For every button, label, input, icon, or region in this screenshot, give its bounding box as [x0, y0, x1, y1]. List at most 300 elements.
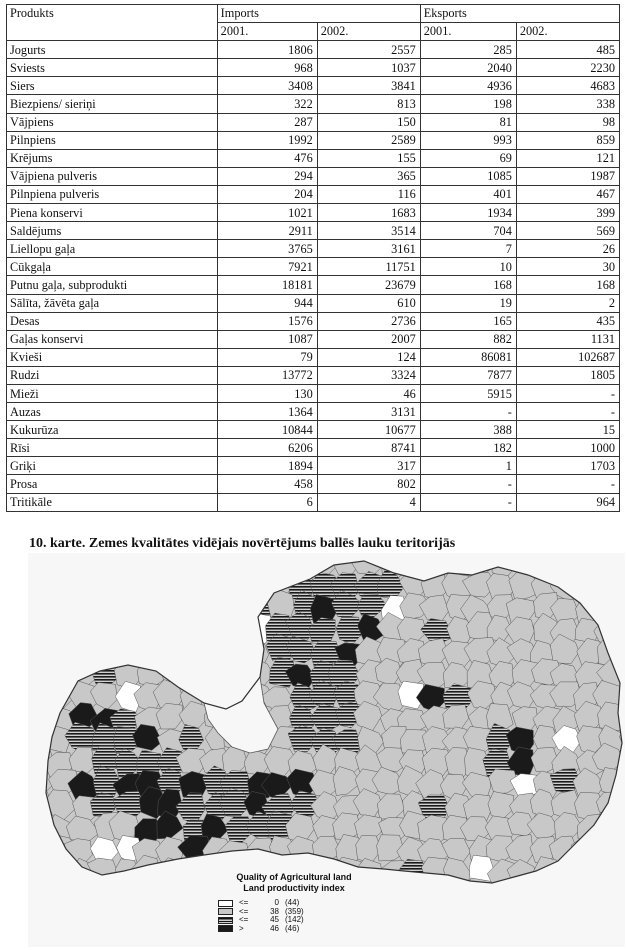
map-region — [28, 593, 52, 623]
product-cell: Desas — [7, 312, 218, 330]
map-region — [593, 883, 624, 910]
value-cell: 859 — [516, 131, 619, 149]
map-region — [89, 639, 119, 667]
value-cell: 467 — [516, 185, 619, 203]
table-row — [7, 222, 620, 240]
map-region — [420, 881, 448, 909]
product-cell: Pilnpiens — [7, 131, 218, 149]
value-cell: 1894 — [217, 457, 317, 475]
legend-swatch — [218, 925, 233, 932]
value-cell: 388 — [420, 421, 516, 439]
map-region — [92, 593, 121, 619]
value-cell: 365 — [317, 167, 420, 185]
legend-swatch — [218, 908, 233, 915]
legend-operator: <= — [239, 906, 249, 916]
map-region — [616, 571, 625, 604]
map-region — [45, 861, 72, 885]
value-cell: 8741 — [317, 439, 420, 457]
value-cell: 1131 — [516, 330, 619, 348]
product-cell: Biezpiens/ sieriņi — [7, 95, 218, 113]
value-cell: 81 — [420, 113, 516, 131]
value-cell: 1037 — [317, 59, 420, 77]
map-region — [28, 553, 52, 579]
map-region — [115, 593, 143, 620]
map-region — [242, 553, 276, 578]
legend-item — [204, 925, 384, 934]
map-region — [114, 571, 144, 602]
map-region — [440, 884, 471, 911]
map-region — [132, 553, 163, 574]
map-region — [618, 770, 625, 797]
map-region — [178, 573, 204, 602]
value-cell: 882 — [420, 330, 516, 348]
product-cell: Mieži — [7, 384, 218, 402]
product-cell: Jogurts — [7, 41, 218, 59]
legend-swatch — [218, 917, 233, 924]
value-cell: 813 — [317, 95, 420, 113]
value-cell: 458 — [217, 475, 317, 493]
value-cell: 46 — [317, 384, 420, 402]
value-cell: 121 — [516, 149, 619, 167]
value-cell: 2230 — [516, 59, 619, 77]
map-region — [28, 570, 50, 599]
map-legend — [204, 872, 384, 933]
value-cell: 1576 — [217, 312, 317, 330]
table-row — [7, 185, 620, 203]
map-region — [599, 553, 625, 579]
legend-value: 0 — [274, 898, 279, 907]
map-region — [600, 813, 625, 843]
map-region — [90, 617, 115, 646]
map-region — [531, 553, 558, 573]
value-cell: 4936 — [420, 77, 516, 95]
product-cell: Krējums — [7, 149, 218, 167]
map-region — [178, 643, 212, 670]
table-row — [7, 348, 620, 366]
map-region — [153, 597, 184, 626]
map-region — [28, 642, 51, 666]
value-cell: - — [420, 475, 516, 493]
map-region — [47, 881, 75, 909]
map-region — [622, 662, 625, 690]
product-cell: Siers — [7, 77, 218, 95]
product-cell: Cūkgaļa — [7, 258, 218, 276]
legend-value: 45 — [270, 915, 279, 924]
value-cell: 102687 — [516, 348, 619, 366]
product-cell: Prosa — [7, 475, 218, 493]
value-cell: 993 — [420, 131, 516, 149]
value-cell: 4 — [317, 493, 420, 511]
value-cell: 944 — [217, 294, 317, 312]
legend-subtitle: Land productivity index — [243, 883, 345, 893]
value-cell: 165 — [420, 312, 516, 330]
map-region — [616, 858, 625, 885]
map-region — [71, 615, 96, 642]
map-region — [575, 572, 602, 597]
map-region — [179, 553, 203, 577]
map-region — [197, 659, 230, 686]
map-region — [223, 657, 253, 688]
map-region — [422, 553, 448, 577]
table-row — [7, 149, 620, 167]
map-region — [117, 615, 142, 647]
map-region — [599, 573, 625, 602]
product-cell: Pilnpiena pulveris — [7, 185, 218, 203]
value-cell: 86081 — [420, 348, 516, 366]
map-region — [45, 641, 71, 668]
value-cell: 124 — [317, 348, 420, 366]
value-cell: 1364 — [217, 403, 317, 421]
map-region — [575, 861, 604, 891]
value-cell: 6 — [217, 493, 317, 511]
map-region — [48, 553, 77, 573]
value-cell: 23679 — [317, 276, 420, 294]
value-cell: 98 — [516, 113, 619, 131]
map-region — [285, 553, 317, 576]
value-cell: 1805 — [516, 366, 619, 384]
legend-swatch — [218, 900, 233, 907]
table-row — [7, 475, 620, 493]
table-row — [7, 276, 620, 294]
value-cell: - — [516, 475, 619, 493]
map-region — [28, 705, 57, 734]
map-region — [46, 595, 72, 622]
map-region — [203, 553, 229, 574]
value-cell: 30 — [516, 258, 619, 276]
map-region — [64, 839, 92, 862]
product-cell: Kvieši — [7, 348, 218, 366]
table-row — [7, 41, 620, 59]
legend-value: 46 — [270, 923, 279, 933]
table-row — [7, 204, 620, 222]
product-cell: Tritikāle — [7, 493, 218, 511]
map-region — [158, 553, 185, 581]
value-cell: 198 — [420, 95, 516, 113]
map-region — [91, 553, 120, 575]
value-cell: 168 — [516, 276, 619, 294]
product-cell: Auzas — [7, 403, 218, 421]
product-cell: Griķi — [7, 457, 218, 475]
legend-operator: <= — [239, 898, 249, 907]
legend-title: Quality of Agricultural land — [236, 872, 352, 882]
value-cell: 3765 — [217, 240, 317, 258]
map-region — [71, 594, 103, 621]
value-cell: 4683 — [516, 77, 619, 95]
table-row — [7, 403, 620, 421]
value-cell: 15 — [516, 421, 619, 439]
map-region — [67, 553, 94, 581]
product-cell: Piena konservi — [7, 204, 218, 222]
map-region — [616, 815, 625, 843]
map-region — [599, 768, 625, 796]
value-cell: 11751 — [317, 258, 420, 276]
value-cell: 1703 — [516, 457, 619, 475]
value-cell: 130 — [217, 384, 317, 402]
map-region — [575, 553, 607, 574]
map-region — [553, 883, 581, 909]
map-region — [112, 637, 140, 669]
product-cell: Saldējums — [7, 222, 218, 240]
legend-count: (142) — [285, 915, 304, 924]
map-region — [198, 619, 228, 642]
map-figure — [28, 553, 625, 947]
map-region — [225, 635, 252, 666]
value-cell: 476 — [217, 149, 317, 167]
value-cell: 2040 — [420, 59, 516, 77]
value-cell: - — [420, 403, 516, 421]
table-row — [7, 312, 620, 330]
map-region — [220, 573, 247, 602]
value-cell: 3841 — [317, 77, 420, 95]
table-row — [7, 457, 620, 475]
value-cell: 168 — [420, 276, 516, 294]
map-region — [201, 635, 230, 663]
header-imports: Imports — [217, 5, 420, 23]
value-cell: 485 — [516, 41, 619, 59]
header-year: 2001. — [217, 23, 317, 41]
table-row — [7, 421, 620, 439]
legend-count: (359) — [285, 906, 304, 916]
product-cell: Kukurūza — [7, 421, 218, 439]
value-cell: - — [516, 403, 619, 421]
product-cell: Sviests — [7, 59, 218, 77]
value-cell: 18181 — [217, 276, 317, 294]
map-region — [109, 879, 141, 906]
value-cell: 1000 — [516, 439, 619, 457]
table-row — [7, 330, 620, 348]
map-region — [159, 613, 190, 643]
value-cell: 1987 — [516, 167, 619, 185]
value-cell: 968 — [217, 59, 317, 77]
value-cell: 1085 — [420, 167, 516, 185]
map-region — [28, 883, 53, 909]
value-cell: - — [516, 384, 619, 402]
value-cell: 569 — [516, 222, 619, 240]
map-region — [179, 661, 208, 689]
map-region — [225, 553, 253, 580]
map-region — [135, 595, 161, 619]
map-region — [28, 860, 54, 888]
map-region — [158, 883, 186, 910]
product-cell: Gaļas konservi — [7, 330, 218, 348]
map-region — [136, 884, 165, 910]
map-region — [619, 789, 625, 817]
value-cell: 10844 — [217, 421, 317, 439]
value-cell: 704 — [420, 222, 516, 240]
table-row — [7, 493, 620, 511]
value-cell: 10677 — [317, 421, 420, 439]
map-region — [28, 614, 49, 646]
map-region — [618, 593, 625, 621]
map-region — [619, 831, 625, 862]
value-cell: 287 — [217, 113, 317, 131]
map-region — [178, 881, 207, 908]
map-region — [510, 880, 540, 909]
value-cell: 2007 — [317, 330, 420, 348]
map-region — [48, 662, 78, 691]
product-cell: Liellopu gaļa — [7, 240, 218, 258]
header-year: 2002. — [317, 23, 420, 41]
value-cell: 3408 — [217, 77, 317, 95]
value-cell: 7921 — [217, 258, 317, 276]
product-cell: Vājpiens — [7, 113, 218, 131]
value-cell: 150 — [317, 113, 420, 131]
map-region — [268, 553, 298, 579]
map-region — [28, 677, 54, 707]
value-cell: 322 — [217, 95, 317, 113]
table-row — [7, 167, 620, 185]
map-region — [47, 619, 74, 647]
value-cell: 1021 — [217, 204, 317, 222]
map-region — [93, 881, 123, 912]
value-cell: - — [420, 493, 516, 511]
product-cell: Sālīta, žāvēta gaļa — [7, 294, 218, 312]
map-region — [28, 810, 51, 842]
product-cell: Rīsi — [7, 439, 218, 457]
map-region — [486, 884, 517, 910]
table-row — [7, 294, 620, 312]
map-region — [137, 577, 165, 602]
value-cell: 294 — [217, 167, 317, 185]
table-header-row-1 — [7, 5, 620, 23]
product-cell: Putnu gaļa, subprodukti — [7, 276, 218, 294]
map-region — [619, 880, 625, 909]
map-region — [621, 682, 625, 711]
value-cell: 1 — [420, 457, 516, 475]
value-cell: 7877 — [420, 366, 516, 384]
value-cell: 1683 — [317, 204, 420, 222]
map-region — [243, 569, 272, 595]
value-cell: 3131 — [317, 403, 420, 421]
header-product: Produkts — [7, 5, 218, 41]
table-row — [7, 131, 620, 149]
map-region — [621, 553, 625, 575]
table-row — [7, 113, 620, 131]
value-cell: 79 — [217, 348, 317, 366]
value-cell: 182 — [420, 439, 516, 457]
legend-count: (44) — [285, 898, 300, 907]
value-cell: 401 — [420, 185, 516, 203]
value-cell: 10 — [420, 258, 516, 276]
value-cell: 3514 — [317, 222, 420, 240]
value-cell: 13772 — [217, 366, 317, 384]
value-cell: 2911 — [217, 222, 317, 240]
import-export-table — [6, 4, 620, 512]
legend-operator: <= — [239, 915, 249, 924]
map-region — [594, 589, 622, 622]
value-cell: 317 — [317, 457, 420, 475]
table-row — [7, 439, 620, 457]
map-region — [557, 553, 585, 578]
value-cell: 2589 — [317, 131, 420, 149]
legend-operator: > — [239, 923, 244, 933]
map-region — [619, 616, 625, 641]
table-row — [7, 77, 620, 95]
map-region — [400, 881, 427, 906]
map-region — [529, 880, 561, 910]
map-region — [156, 571, 181, 598]
map-region — [177, 618, 207, 644]
product-cell: Vājpiena pulveris — [7, 167, 218, 185]
map-region — [71, 636, 99, 667]
value-cell: 3324 — [317, 366, 420, 384]
map-region — [46, 571, 76, 597]
value-cell: 285 — [420, 41, 516, 59]
map-region — [137, 660, 165, 686]
map-region — [94, 567, 124, 599]
map-region — [160, 641, 186, 668]
value-cell: 116 — [317, 185, 420, 203]
map-region — [70, 880, 99, 909]
map-region — [462, 553, 492, 576]
value-cell: 1934 — [420, 204, 516, 222]
header-year: 2002. — [516, 23, 619, 41]
legend-count: (46) — [285, 923, 300, 933]
value-cell: 1992 — [217, 131, 317, 149]
map-region — [555, 860, 582, 888]
map-region — [577, 880, 604, 909]
table-row — [7, 384, 620, 402]
table-row — [7, 366, 620, 384]
map-region — [28, 837, 57, 864]
map-region — [225, 592, 253, 621]
legend-value: 38 — [270, 906, 279, 916]
map-region — [597, 836, 622, 865]
value-cell: 1087 — [217, 330, 317, 348]
map-region — [132, 616, 162, 646]
product-cell: Rudzi — [7, 366, 218, 384]
map-title: 10. karte. Zemes kvalitātes vidējais novērtējums ballēs lauku teritorijās — [29, 536, 456, 551]
table-row — [7, 59, 620, 77]
value-cell: 2736 — [317, 312, 420, 330]
map-region — [204, 596, 231, 621]
table-row — [7, 258, 620, 276]
map-region — [222, 614, 252, 643]
map-region — [87, 858, 119, 886]
header-exports: Eksports — [420, 5, 619, 23]
value-cell: 7 — [420, 240, 516, 258]
value-cell: 964 — [516, 493, 619, 511]
header-year: 2001. — [420, 23, 516, 41]
map-region — [618, 640, 625, 667]
map-region — [594, 856, 625, 884]
map-region — [621, 751, 625, 779]
value-cell: 5915 — [420, 384, 516, 402]
map-region — [110, 553, 140, 578]
map-region — [71, 574, 100, 603]
value-cell: 610 — [317, 294, 420, 312]
map-region — [28, 656, 52, 685]
map-region — [183, 596, 210, 623]
value-cell: 69 — [420, 149, 516, 167]
value-cell: 3161 — [317, 240, 420, 258]
map-region — [621, 708, 626, 734]
value-cell: 338 — [516, 95, 619, 113]
value-cell: 399 — [516, 204, 619, 222]
value-cell: 2557 — [317, 41, 420, 59]
table-row — [7, 240, 620, 258]
table-row — [7, 95, 620, 113]
value-cell: 19 — [420, 294, 516, 312]
map-region — [204, 572, 230, 605]
value-cell: 435 — [516, 312, 619, 330]
value-cell: 802 — [317, 475, 420, 493]
value-cell: 6206 — [217, 439, 317, 457]
value-cell: 1806 — [217, 41, 317, 59]
value-cell: 26 — [516, 240, 619, 258]
map-region — [135, 636, 161, 666]
value-cell: 2 — [516, 294, 619, 312]
